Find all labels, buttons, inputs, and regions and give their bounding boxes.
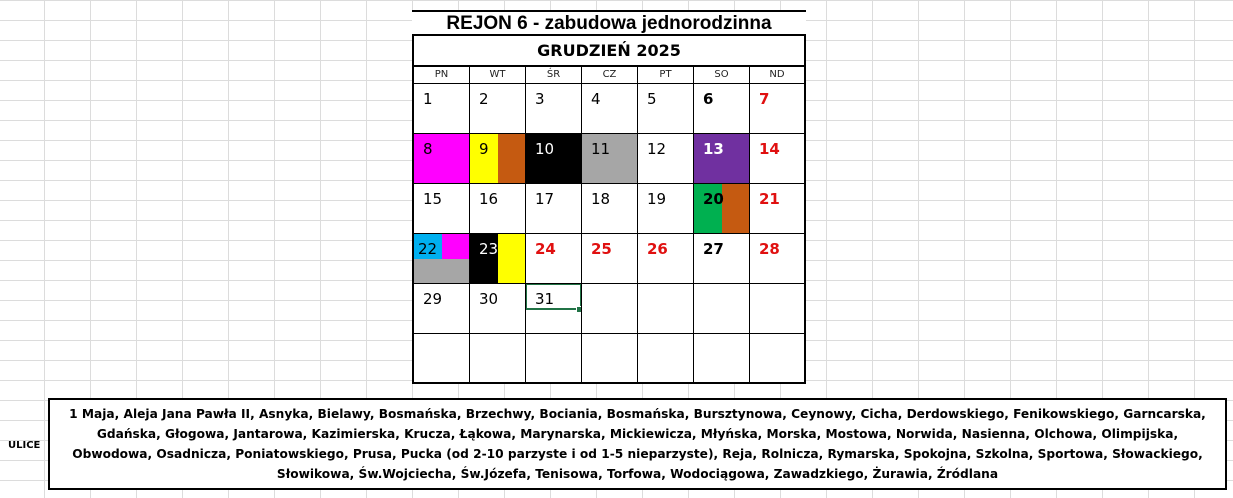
calendar-day-cell[interactable] (582, 84, 638, 134)
calendar-day-cell[interactable] (470, 334, 526, 384)
calendar-day-cell[interactable] (750, 84, 804, 134)
day-number: 11 (591, 140, 611, 158)
day-number: 17 (535, 190, 555, 208)
day-number: 14 (759, 140, 780, 158)
calendar-day-cell[interactable] (638, 84, 694, 134)
calendar-day-cell[interactable] (526, 234, 582, 284)
calendar-day-cell[interactable] (694, 284, 750, 334)
calendar-day-cell[interactable] (526, 134, 582, 184)
day-number: 26 (647, 240, 668, 258)
day-number: 10 (535, 140, 555, 158)
calendar-day-cell[interactable] (526, 184, 582, 234)
day-number: 30 (479, 290, 499, 308)
streets-label: ULICE (8, 440, 41, 451)
region-title: REJON 6 - zabudowa jednorodzinna (412, 10, 806, 36)
day-number: 18 (591, 190, 611, 208)
day-number: 5 (647, 90, 657, 108)
calendar-day-cell[interactable] (638, 134, 694, 184)
weekday-header: PT (638, 67, 694, 83)
calendar-day-cell[interactable] (694, 184, 750, 234)
collection-color-marker (414, 259, 469, 283)
calendar-day-cell[interactable] (414, 334, 470, 384)
calendar-day-cell[interactable] (414, 84, 470, 134)
day-number: 7 (759, 90, 770, 108)
calendar-day-cell[interactable] (414, 284, 470, 334)
day-number: 23 (479, 240, 499, 258)
calendar-day-cell[interactable] (582, 184, 638, 234)
weekday-header: ŚR (526, 67, 582, 83)
day-number: 25 (591, 240, 612, 258)
calendar-day-cell[interactable] (750, 334, 804, 384)
calendar-day-cell[interactable] (638, 234, 694, 284)
calendar-grid (412, 34, 806, 384)
day-number: 20 (703, 190, 724, 208)
weekday-header: CZ (582, 67, 638, 83)
calendar-day-cell[interactable] (414, 134, 470, 184)
calendar-day-cell[interactable] (638, 184, 694, 234)
calendar-day-cell[interactable] (582, 334, 638, 384)
selected-cell-outline (526, 284, 582, 310)
month-title: GRUDZIEŃ 2025 (414, 36, 804, 67)
calendar-day-cell[interactable] (694, 334, 750, 384)
calendar-day-cell[interactable] (526, 284, 582, 334)
collection-color-marker (722, 184, 749, 233)
collection-color-marker (498, 234, 525, 283)
day-number: 8 (423, 140, 433, 158)
calendar-day-cell[interactable] (414, 184, 470, 234)
calendar-day-cell[interactable] (750, 234, 804, 284)
calendar-day-cell[interactable] (582, 284, 638, 334)
weekday-header: SO (694, 67, 750, 83)
collection-color-marker (442, 234, 469, 259)
day-number: 9 (479, 140, 489, 158)
day-number: 12 (647, 140, 667, 158)
calendar-day-cell[interactable] (694, 84, 750, 134)
calendar-day-cell[interactable] (694, 234, 750, 284)
streets-list: 1 Maja, Aleja Jana Pawła II, Asnyka, Bielawy, Bosmańska, Brzechwy, Bociania, Bosmańska, Bursztynowa, Ceynowy, Cicha, Derdowskiego, Fenikowskiego, Garncarska, Gdańska, Głogowa, Jantarowa, Kazimierska, Krucza, Łąkowa, Marynarska, Mickiewicza, Młyńska, Morska, Mostowa, Norwida, Nasienna, Olchowa, Olimpijska, Obwodowa, Osadnicza, Poniatowskiego, Prusa, Pucka (od 2-10 parzyste i od 1-5 nieparzyste), Reja, Rolnicza, Rymarska, Spokojna, Szkolna, Sportowa, Słowackiego, Słowikowa, Św.Wojciecha, Św.Józefa, Tenisowa, Torfowa, Wodociągowa, Zawadzkiego, Żurawia, Źródlana (48, 398, 1227, 490)
day-number: 6 (703, 90, 714, 108)
calendar-day-cell[interactable] (470, 284, 526, 334)
calendar-day-cell[interactable] (750, 184, 804, 234)
day-number: 15 (423, 190, 443, 208)
day-number: 21 (759, 190, 780, 208)
calendar-day-cell[interactable] (638, 334, 694, 384)
day-number: 22 (418, 240, 438, 258)
day-number: 31 (535, 290, 555, 308)
calendar-day-cell[interactable] (470, 234, 526, 284)
day-number: 28 (759, 240, 780, 258)
day-number: 2 (479, 90, 489, 108)
day-number: 27 (703, 240, 724, 258)
calendar-day-cell[interactable] (470, 134, 526, 184)
weekday-header: PN (414, 67, 470, 83)
day-number: 19 (647, 190, 667, 208)
calendar-day-cell[interactable] (582, 234, 638, 284)
calendar-day-cell[interactable] (526, 334, 582, 384)
calendar-day-cell[interactable] (470, 84, 526, 134)
day-number: 24 (535, 240, 556, 258)
weekday-header: ND (769, 69, 785, 80)
calendar-day-cell[interactable] (694, 134, 750, 184)
collection-color-marker (498, 134, 525, 183)
calendar-day-cell[interactable] (414, 234, 470, 284)
day-number: 29 (423, 290, 443, 308)
day-number: 4 (591, 90, 601, 108)
day-number: 1 (423, 90, 433, 108)
day-number: 16 (479, 190, 499, 208)
calendar-day-cell[interactable] (470, 184, 526, 234)
day-number: 3 (535, 90, 545, 108)
calendar-day-cell[interactable] (638, 284, 694, 334)
calendar-day-cell[interactable] (526, 84, 582, 134)
calendar-day-cell[interactable] (582, 134, 638, 184)
day-number: 13 (703, 140, 724, 158)
calendar-day-cell[interactable] (750, 134, 804, 184)
weekday-header: WT (470, 67, 526, 83)
calendar-day-cell[interactable] (750, 284, 804, 334)
